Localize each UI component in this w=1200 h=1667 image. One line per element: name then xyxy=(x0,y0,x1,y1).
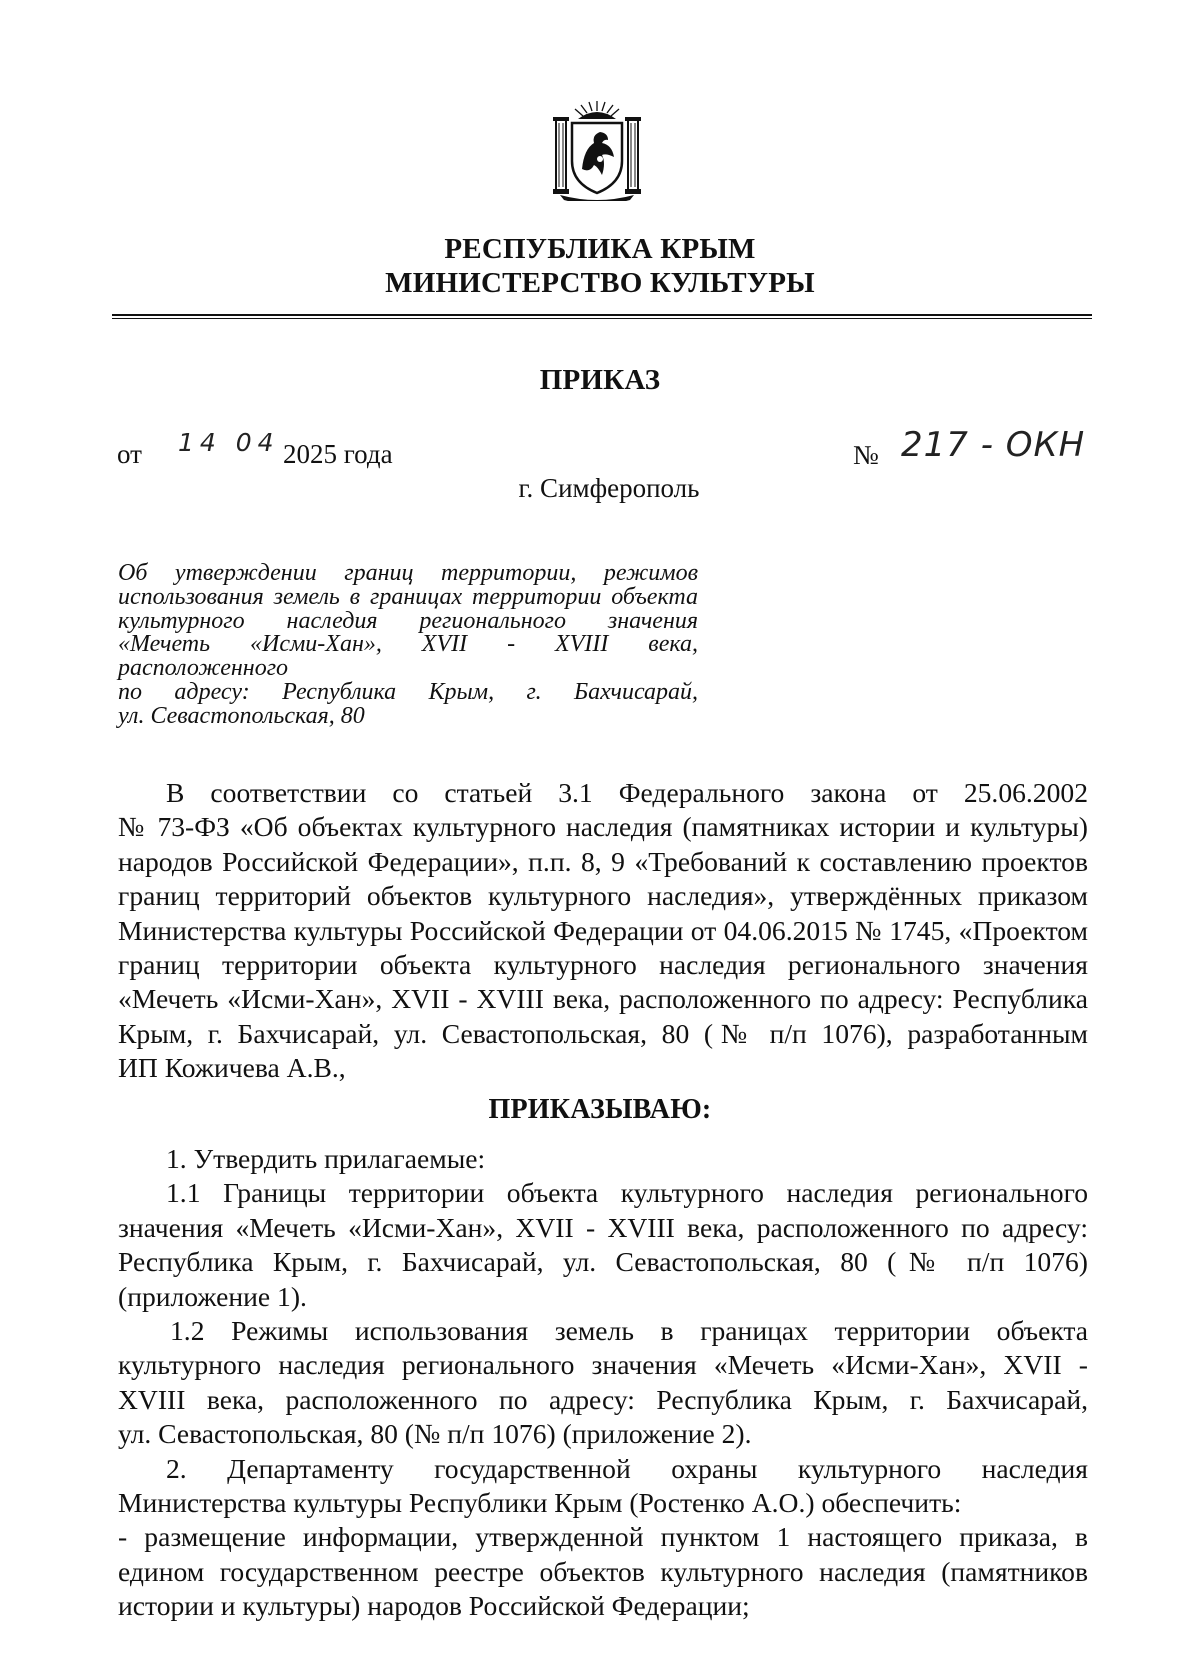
preamble-line: народов Российской Федерации», п.п. 8, 9 «Требований к составлению проектов xyxy=(118,845,1088,877)
subject-line: ул. Севастопольская, 80 xyxy=(118,702,365,729)
item-2-line: - размещение информации, утвержденной пунктом 1 настоящего приказа, в xyxy=(118,1521,1088,1553)
preamble-line: границ территории объекта культурного наследия регионального значения xyxy=(118,949,1088,981)
preamble-line: Министерства культуры Российской Федерации от 04.06.2015 № 1745, «Проектом xyxy=(118,914,1088,946)
item-2-line: истории и культуры) народов Российской Федерации; xyxy=(118,1590,750,1622)
document-type-title: ПРИКАЗ xyxy=(539,364,661,396)
item-2-line: Министерства культуры Республики Крым (Ростенко А.О.) обеспечить: xyxy=(118,1487,962,1519)
preamble-line: Крым, г. Бахчисарай, ул. Севастопольская, 80 (№ п/п 1076), разработанным xyxy=(118,1017,1088,1049)
number-handwritten: 217 - ОКН xyxy=(901,425,1086,465)
subject-line: «Мечеть «Исми-Хан», XVII - XVIII века, расположенного xyxy=(118,631,698,682)
order-items xyxy=(118,1142,1088,1624)
preamble xyxy=(118,776,1088,1086)
preamble-line: В соответствии со статьей 3.1 Федерального закона от 25.06.2002 xyxy=(166,777,1088,808)
item-2-line: 2. Департаменту государственной охраны культурного наследия xyxy=(166,1452,1088,1484)
preamble-line: «Мечеть «Исми-Хан», XVII - XVIII века, расположенного по адресу: Республика xyxy=(118,983,1088,1015)
order-heading: ПРИКАЗЫВАЮ: xyxy=(488,1094,712,1125)
preamble-line: ИП Кожичева А.В., xyxy=(118,1052,346,1084)
subject-line: по адресу: Республика Крым, г. Бахчисарай, xyxy=(118,678,698,705)
ministry-title: МИНИСТЕРСТВО КУЛЬТУРЫ xyxy=(385,267,815,299)
item-1-1-line: значения «Мечеть «Исми-Хан», XVII - XVIII века, расположенного по адресу: xyxy=(118,1211,1088,1243)
subject-line: культурного наследия регионального значения xyxy=(118,607,698,634)
item-1-1-line: (приложение 1). xyxy=(118,1280,307,1312)
item-1-1-line: 1.1 Границы территории объекта культурного наследия регионального xyxy=(166,1177,1088,1209)
order-subject xyxy=(118,562,698,729)
city-label: г. Симферополь xyxy=(518,473,700,503)
preamble-line: границ территорий объектов культурного наследия», утверждённых приказом xyxy=(118,880,1088,912)
item-1-1-line: Республика Крым, г. Бахчисарай, ул. Севастопольская, 80 (№ п/п 1076) xyxy=(118,1246,1088,1278)
item-1-2-line: ул. Севастопольская, 80 (№ п/п 1076) (приложение 2). xyxy=(118,1418,752,1450)
header-divider xyxy=(112,314,1092,319)
date-handwritten: 14 04 xyxy=(178,428,280,457)
item-2-line: едином государственном реестре объектов культурного наследия (памятников xyxy=(118,1555,1088,1587)
republic-title: РЕСПУБЛИКА КРЫМ xyxy=(444,233,756,265)
preamble-line: № 73-ФЗ «Об объектах культурного наследия (памятниках истории и культуры) xyxy=(118,811,1088,843)
date-prefix: от xyxy=(117,439,142,469)
coat-of-arms-icon xyxy=(548,99,646,201)
item-1: 1. Утвердить прилагаемые: xyxy=(166,1143,486,1174)
item-1-2-line: XVIII века, расположенного по адресу: Республика Крым, г. Бахчисарай, xyxy=(118,1383,1088,1415)
subject-line: Об утверждении границ территории, режимов xyxy=(118,560,698,586)
date-year: 2025 года xyxy=(283,439,393,469)
number-prefix: № xyxy=(853,440,879,470)
subject-line: использования земель в границах территории объекта xyxy=(118,583,698,610)
item-1-2-line: культурного наследия регионального значения «Мечеть «Исми-Хан», XVII - xyxy=(118,1349,1088,1381)
item-1-2-line: 1.2 Режимы использования земель в границах территории объекта xyxy=(170,1315,1088,1347)
